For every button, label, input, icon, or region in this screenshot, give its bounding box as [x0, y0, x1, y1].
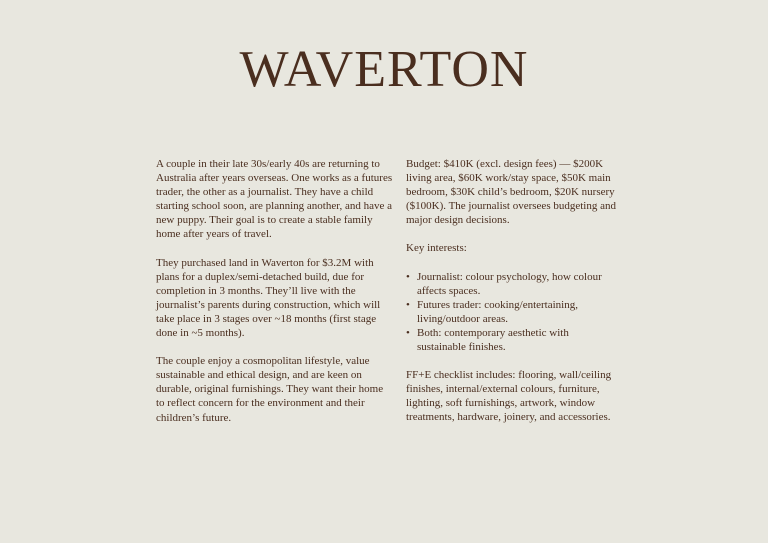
key-interests-heading: Key interests:	[406, 242, 467, 255]
key-interests-list	[406, 270, 616, 355]
budget-paragraph: Budget: $410K (excl. design fees) — $200K living area, $60K work/stay space, $50K main bedroom, $30K child’s bedroom, $20K nursery ($100K). The journalist oversees budgeting and major design decisions.	[406, 158, 616, 227]
right-column	[406, 157, 616, 439]
list-item: • Journalist: colour psychology, how colour affects spaces.	[406, 270, 616, 298]
client-intro-paragraph: A couple in their late 30s/early 40s are returning to Australia after years overseas. One works as a futures trader, the other as a journalist. They have a child starting school soon, are planning another, and have a new puppy. Their goal is to create a stable family home after years of travel.	[156, 158, 393, 241]
list-item: • Both: contemporary aesthetic with sustainable finishes.	[406, 326, 616, 354]
left-column	[156, 157, 394, 439]
land-purchase-paragraph: They purchased land in Waverton for $3.2M with plans for a duplex/semi-detached build, due for completion in 3 months. They’ll live with the journalist’s parents during construction, which will take place in 3 stages over ~18 months (first stage done in ~5 months).	[156, 256, 381, 340]
list-item: • Futures trader: cooking/entertaining, living/outdoor areas.	[406, 298, 616, 326]
checklist-paragraph: FF+E checklist includes: flooring, wall/ceiling finishes, internal/external colours, furniture, lighting, soft furnishings, artwork, window treatments, hardware, joinery, and accessories.	[406, 369, 612, 424]
lifestyle-paragraph: The couple enjoy a cosmopolitan lifestyle, value sustainable and ethical design, and are keen on durable, original furnishings. They want their home to reflect concern for the environment and their children’s future.	[156, 355, 384, 424]
page-title: WAVERTON	[239, 41, 529, 98]
